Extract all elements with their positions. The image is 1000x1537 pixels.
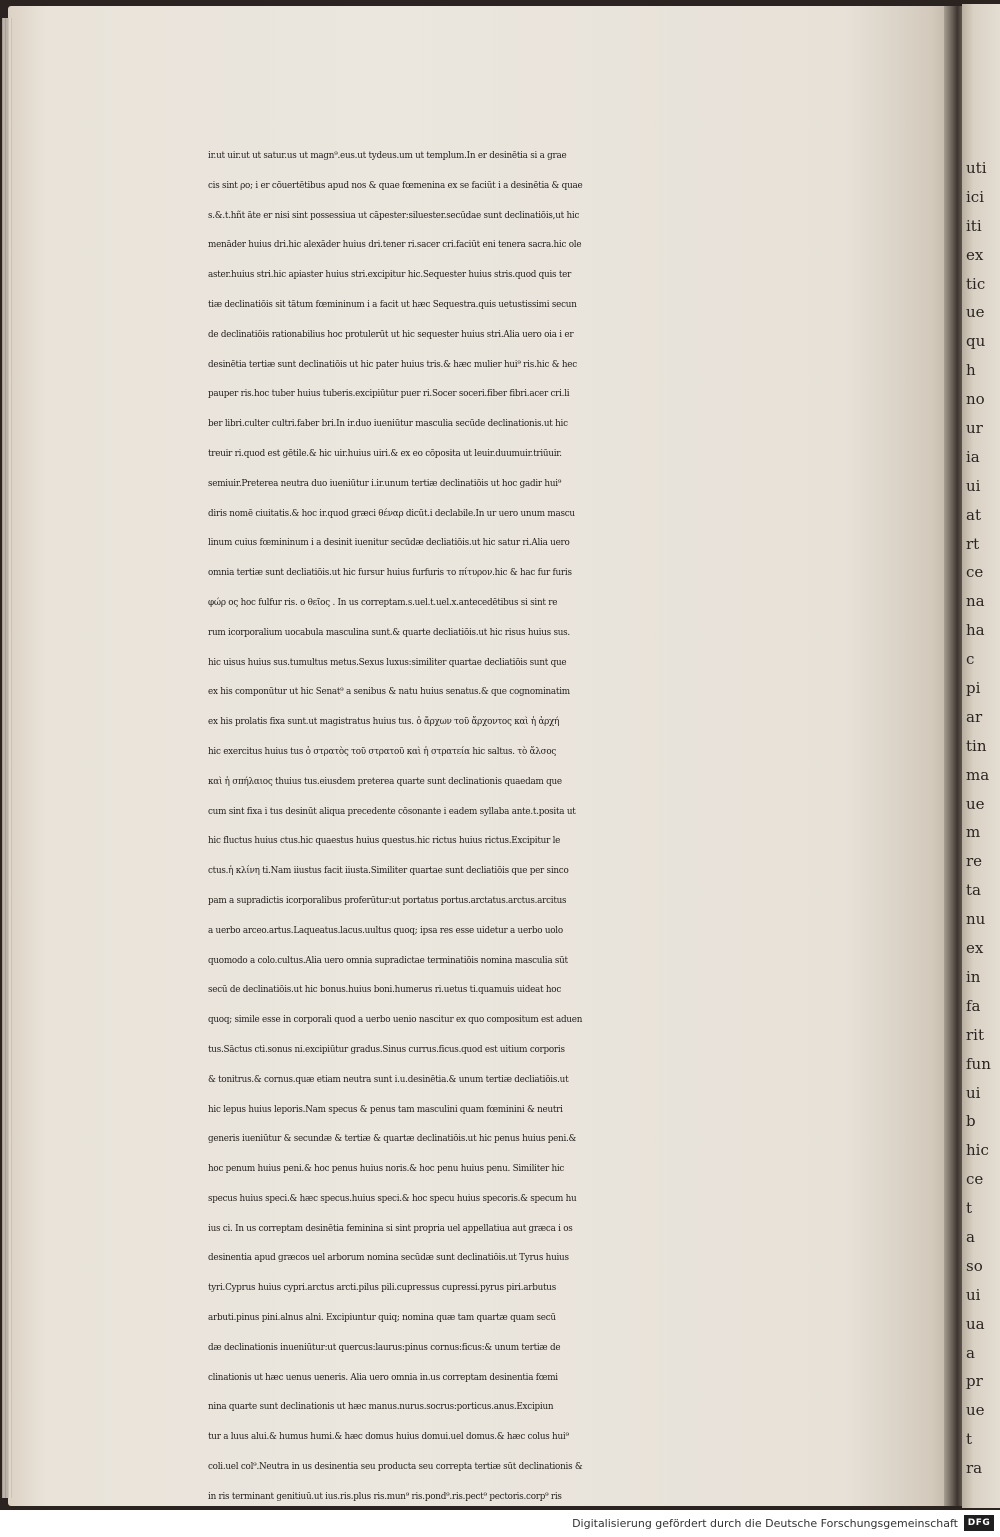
text-line: menāder huius dri.hic alexāder huius dri.tener ri.sacer cri.faciūt eni tenera sacra.hic ole [208, 240, 582, 251]
text-line: quomodo a colo.cultus.Alia uero omnia supradictae terminatiōis nomina masculia sūt [208, 955, 568, 966]
text-line: arbuti.pinus pini.alnus alni. Excipiuntur quiq; nomina quæ tam quartæ quam secū [208, 1313, 556, 1324]
text-line: quoq; simile esse in corporali quod a uerbo uenio nascitur ex quo compositum est aduen [208, 1015, 583, 1026]
text-line: desinentia apud græcos uel arborum nomina secūdæ sunt declinatiōis.ut Tyrus huius [208, 1253, 569, 1264]
text-line: clinationis ut hæc uenus ueneris. Alia uero omnia in.us correptam desinentia fœmi [208, 1372, 558, 1383]
text-line: ir.ut uir.ut ut satur.us ut magn⁹.eus.ut tydeus.um ut templum.In er desinētia si a grae [208, 151, 567, 161]
text-line: diris nomē ciuitatis.& hoc ir.quod græci θέναρ dicūt.i declabile.In ur uero unum mascu [208, 508, 575, 519]
text-line: cis sint ρο; i er cōuertētibus apud nos & quae fœmenina ex se faciūt i a desinētia & quae [208, 180, 583, 191]
facing-page-fragment: in [966, 967, 981, 986]
facing-page-fragment: a [966, 1227, 975, 1246]
facing-page-fragment: c [966, 650, 975, 669]
text-line: hic fluctus huius ctus.hic quaestus huius questus.hic rictus huius rictus.Excipitur le [208, 836, 561, 847]
text-line: ex his prolatis fixa sunt.ut magistratus huius tus. ὁ ἄρχων τοῦ ἄρχοντος καὶ ἡ ἀρχή [208, 717, 560, 728]
facing-page-fragment: ar [966, 707, 983, 726]
facing-page-fragment: ue [966, 303, 985, 322]
facing-page-fragment: ui [966, 476, 981, 495]
facing-page-fragment: at [966, 505, 981, 524]
text-line: hic uisus huius sus.tumultus metus.Sexus luxus:similiter quartae decliatiōis sunt que [208, 657, 567, 668]
text-line: de declinatiōis rationabilius hoc protulerūt ut hic sequester huius stri.Alia uero oia i er [208, 329, 574, 340]
facing-page-fragment: fun [966, 1054, 991, 1073]
facing-page-fragment: ur [966, 419, 983, 438]
facing-page-fragment: tin [966, 736, 987, 755]
facing-page-fragment: rit [966, 1025, 984, 1044]
text-line: hic lepus huius leporis.Nam specus & penus tam masculini quam fœminini & neutri [208, 1104, 563, 1115]
facing-page-fragment: ici [966, 187, 984, 206]
text-line: cum sint fixa i tus desinūt aliqua precedente cōsonante i eadem syllaba ante.t.posita ut [208, 806, 576, 817]
facing-page-fragment: b [966, 1112, 976, 1131]
facing-page-fragment: pi [966, 679, 981, 698]
facing-page-text [966, 154, 1000, 1483]
text-line: ex his componūtur ut hic Senat⁹ a senibus & natu huius senatus.& que cognominatim [208, 687, 570, 698]
facing-page-fragment: ui [966, 1083, 981, 1102]
text-line: s.&.t.hñt āte er nisi sint possessiua ut cāpester:siluester.secūdae sunt declinatiōis,ut hic [208, 210, 580, 221]
facing-page-fragment: ex [966, 245, 984, 264]
text-line: omnia tertiæ sunt decliatiōis.ut hic fursur huius furfuris το πίτυρον.hic & hac fur furis [208, 568, 572, 579]
facing-page-fragment: ui [966, 1285, 981, 1304]
facing-page-fragment: re [966, 852, 983, 871]
facing-page-fragment: iti [966, 216, 982, 235]
facing-page-fragment: t [966, 1430, 973, 1449]
text-line: ber libri.culter cultri.faber bri.In ir.duo iueniūtur masculia secūde declinationis.ut hic [208, 419, 568, 430]
text-line: ius ci. In us correptam desinētia feminina si sint propria uel appellatiua aut græca i os [208, 1223, 573, 1234]
facing-page-fragment: uti [966, 159, 987, 177]
facing-page-fragment: pr [966, 1372, 983, 1391]
facing-page-fragment: ce [966, 563, 984, 582]
text-line: treuir ri.quod est gētile.& hic uir.huius uiri.& ex eo cōposita ut leuir.duumuir.triūuir. [208, 448, 562, 459]
text-line: hoc penum huius peni.& hoc penus huius noris.& hoc penu huius penu. Similiter hic [208, 1164, 565, 1175]
facing-page-fragment: h [966, 361, 976, 380]
facing-page-fragment: ce [966, 1170, 984, 1189]
text-line: desinētia tertiæ sunt declinatiōis ut hic pater huius tris.& hæc mulier hui⁹ ris.hic & hec [208, 359, 577, 370]
text-line: dæ declinationis inueniūtur:ut quercus:laurus:pinus cornus:ficus:& unum tertiæ de [208, 1342, 561, 1353]
facing-page-fragment: hic [966, 1141, 989, 1160]
facing-page-fragment: tic [966, 274, 986, 293]
page-edges [2, 18, 12, 1498]
text-line: semiuir.Preterea neutra duo iueniūtur i.ir.unum tertiæ declinatiōis ut hoc gadir hui⁹ [208, 478, 562, 489]
text-line: pam a supradictis icorporalibus proferūtur:ut portatus portus.arctatus.arctus.arcitus [208, 895, 567, 906]
text-line: linum cuius fœmininum i a desinit iuenitur secūdæ decliatiōis.ut hic satur ri.Alia uero [208, 538, 570, 549]
facing-page-fragment: m [966, 823, 981, 842]
text-line: pauper ris.hoc tuber huius tuberis.excipiūtur puer ri.Socer soceri.fiber fibri.acer cri.li [208, 389, 570, 400]
text-line: ctus.ἡ κλίνη ti.Nam iiustus facit iiusta.Similiter quartae sunt decliatiōis que per sinco [208, 866, 569, 877]
text-line: tiæ declinatiōis sit tātum fœmininum i a facit ut hæc Sequestra.quis uetustissimi secun [208, 299, 577, 310]
text-line: coli.uel col⁹.Neutra in us desinentia seu producta seu correpta tertiæ sūt declinationis & [208, 1462, 583, 1473]
facing-page-fragment: ra [966, 1459, 983, 1478]
facing-page-fragment: rt [966, 534, 980, 553]
facing-page-fragment: ta [966, 881, 981, 900]
facing-page-strip [962, 4, 1000, 1508]
text-line: nina quarte sunt declinationis ut hæc manus.nurus.socrus:porticus.anus.Excipiun [208, 1402, 554, 1413]
text-line: tur a luus alui.& humus humi.& hæc domus huius domui.uel domus.& hæc colus hui⁹ [208, 1432, 569, 1443]
text-line: tus.Sāctus cti.sonus ni.excipiūtur gradus.Sinus currus.ficus.quod est uitium corporis [208, 1044, 565, 1055]
facing-page-fragment: ue [966, 1401, 985, 1420]
facing-page-fragment: ex [966, 939, 984, 958]
footer-credit: Digitalisierung gefördert durch die Deutsche Forschungsgemeinschaft [572, 1517, 958, 1530]
text-line: rum icorporalium uocabula masculina sunt.& quarte decliatiōis.ut hic risus huius sus. [208, 627, 570, 638]
facing-page-fragment: no [966, 390, 985, 409]
footer-bar [0, 1510, 1000, 1537]
text-line: aster.huius stri.hic apiaster huius stri.excipitur hic.Sequester huius stris.quod quis ter [208, 270, 572, 281]
facing-page-fragment: so [966, 1256, 983, 1275]
facing-page-fragment: ue [966, 794, 985, 813]
text-line: tyri.Cyprus huius cypri.arctus arcti.pilus pili.cupressus cupressi.pyrus piri.arbutus [208, 1283, 556, 1294]
text-line: hic exercitus huius tus ὁ στρατὸς τοῦ στρατοῦ καὶ ἡ στρατεία hic saltus. τὸ ἄλσος [208, 746, 557, 757]
text-line: secū de declinatiōis.ut hic bonus.huius boni.humerus ri.uetus ti.quamuis uideat hoc [208, 985, 562, 996]
text-line: καὶ ἡ σπήλαιος thuius tus.eiusdem preterea quarte sunt declinationis quaedam que [208, 776, 562, 787]
facing-page-fragment: ia [966, 447, 980, 466]
facing-page-fragment: t [966, 1199, 973, 1218]
facing-page-fragment: qu [966, 332, 986, 351]
facing-page-fragment: nu [966, 910, 986, 929]
text-line: specus huius speci.& hæc specus.huius speci.& hoc specu huius specoris.& specum hu [208, 1193, 577, 1204]
text-line: generis iueniūtur & secundæ & tertiæ & quartæ declinatiōis.ut hic penus huius peni.& [208, 1134, 577, 1145]
text-line: & tonitrus.& cornus.quæ etiam neutra sunt i.u.desinētia.& unum tertiæ decliatiōis.ut [208, 1074, 569, 1085]
text-line: in ris terminant genitiuū.ut ius.ris.plus ris.mun⁹ ris.pond⁹.ris.pect⁹ pectoris.corp⁹ ris [208, 1491, 562, 1502]
facing-page-fragment: ha [966, 621, 985, 640]
text-line: φώρ ος hoc fulfur ris. ο θεῖος . In us correptam.s.uel.t.uel.x.antecedētibus si sint re [208, 597, 558, 608]
facing-page-fragment: a [966, 1343, 975, 1362]
facing-page-fragment: ua [966, 1314, 985, 1333]
text-block [208, 142, 948, 1510]
facing-page-fragment: fa [966, 996, 981, 1015]
text-line: a uerbo arceo.artus.Laqueatus.lacus.uultus quoq; ipsa res esse uidetur a uerbo uolo [208, 925, 563, 936]
facing-page-fragment: na [966, 592, 985, 611]
dfg-logo: DFG [964, 1515, 994, 1531]
facing-page-fragment: ma [966, 765, 990, 784]
